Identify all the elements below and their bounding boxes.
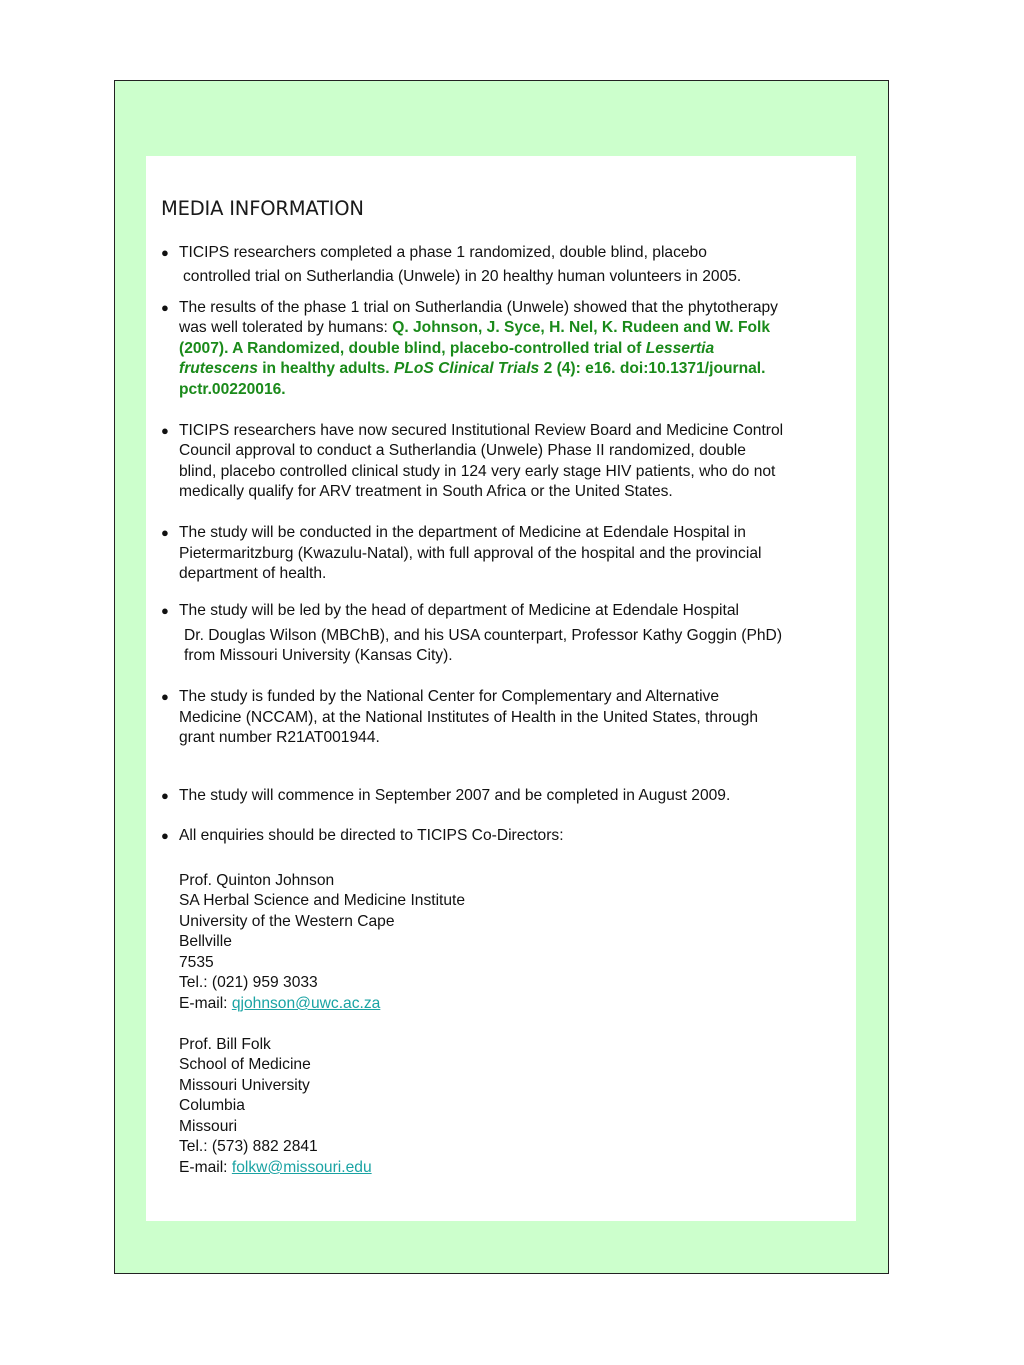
citation-volume: 2 (4): e16. doi:10.1371/journal. — [539, 360, 766, 377]
contact-state: Missouri — [179, 1118, 238, 1135]
funding-line-3: grant number R21AT001944. — [179, 729, 380, 746]
approval-line-2: Council approval to conduct a Sutherlandia (Unwele) Phase II randomized, double — [179, 442, 746, 459]
citation-species: Lessertia — [645, 340, 715, 357]
citation-title: in healthy adults. — [257, 360, 394, 377]
contact-city: Columbia — [179, 1097, 245, 1114]
location-line-3: department of health. — [179, 565, 327, 582]
contact-organization: School of Medicine — [179, 1056, 311, 1073]
phase1-line-2: controlled trial on Sutherlandia (Unwele) in 20 healthy human volunteers in 2005. — [183, 268, 742, 285]
contact-email-row — [179, 994, 380, 1014]
approval-line-1: TICIPS researchers have now secured Institutional Review Board and Medicine Control — [179, 422, 784, 439]
bullet-icon: ● — [161, 245, 169, 260]
results-line-2 — [179, 318, 770, 338]
contact-phone: Tel.: (021) 959 3033 — [179, 974, 318, 991]
bullet-icon: ● — [161, 423, 169, 438]
results-text: was well tolerated by humans: — [179, 319, 393, 336]
results-line-1: The results of the phase 1 trial on Sutherlandia (Unwele) showed that the phytotherapy — [179, 299, 778, 316]
contact-university: University of the Western Cape — [179, 913, 395, 930]
contact-email-row — [179, 1158, 372, 1178]
funding-line-2: Medicine (NCCAM), at the National Institutes of Health in the United States, through — [179, 709, 758, 726]
email-link[interactable]: folkw@missouri.edu — [231, 1159, 372, 1176]
contact-postal-code: 7535 — [179, 954, 214, 971]
approval-line-3: blind, placebo controlled clinical study in 124 very early stage HIV patients, who do not — [179, 463, 776, 480]
bullet-icon: ● — [161, 788, 169, 803]
citation-title: (2007). A Randomized, double blind, placebo-controlled trial of — [179, 340, 646, 357]
citation-species: frutescens — [179, 360, 258, 377]
contact-organization: SA Herbal Science and Medicine Institute — [179, 892, 466, 909]
bullet-icon: ● — [161, 603, 169, 618]
timeline-line: The study will commence in September 2007 and be completed in August 2009. — [179, 787, 731, 804]
email-label: E-mail: — [179, 1159, 232, 1176]
leadership-line-2: Dr. Douglas Wilson (MBChB), and his USA counterpart, Professor Kathy Goggin (PhD) — [184, 627, 783, 644]
phase1-line-1: TICIPS researchers completed a phase 1 randomized, double blind, placebo — [179, 244, 707, 261]
leadership-line-3: from Missouri University (Kansas City). — [184, 647, 453, 664]
bullet-icon: ● — [161, 525, 169, 540]
location-line-1: The study will be conducted in the department of Medicine at Edendale Hospital in — [179, 524, 746, 541]
contact-university: Missouri University — [179, 1077, 310, 1094]
contact-phone: Tel.: (573) 882 2841 — [179, 1138, 318, 1155]
contact-name: Prof. Quinton Johnson — [179, 872, 335, 889]
contact-city: Bellville — [179, 933, 232, 950]
enquiries-line: All enquiries should be directed to TICIPS Co-Directors: — [179, 827, 564, 844]
leadership-line-1: The study will be led by the head of department of Medicine at Edendale Hospital — [179, 602, 739, 619]
funding-line-1: The study is funded by the National Center for Complementary and Alternative — [179, 688, 720, 705]
email-link[interactable]: qjohnson@uwc.ac.za — [231, 995, 381, 1012]
citation-doi: pctr.00220016. — [179, 381, 286, 398]
results-line-3 — [179, 339, 714, 359]
location-line-2: Pietermaritzburg (Kwazulu-Natal), with full approval of the hospital and the provincial — [179, 545, 762, 562]
approval-line-4: medically qualify for ARV treatment in South Africa or the United States. — [179, 483, 673, 500]
results-line-4 — [179, 359, 765, 379]
contact-name: Prof. Bill Folk — [179, 1036, 271, 1053]
email-label: E-mail: — [179, 995, 232, 1012]
citation-authors: Q. Johnson, J. Syce, H. Nel, K. Rudeen and W. Folk — [392, 319, 771, 336]
bullet-icon: ● — [161, 689, 169, 704]
bullet-icon: ● — [161, 828, 169, 843]
citation-journal: PLoS Clinical Trials — [393, 360, 540, 377]
page-title: MEDIA INFORMATION — [161, 197, 364, 220]
bullet-icon: ● — [161, 300, 169, 315]
